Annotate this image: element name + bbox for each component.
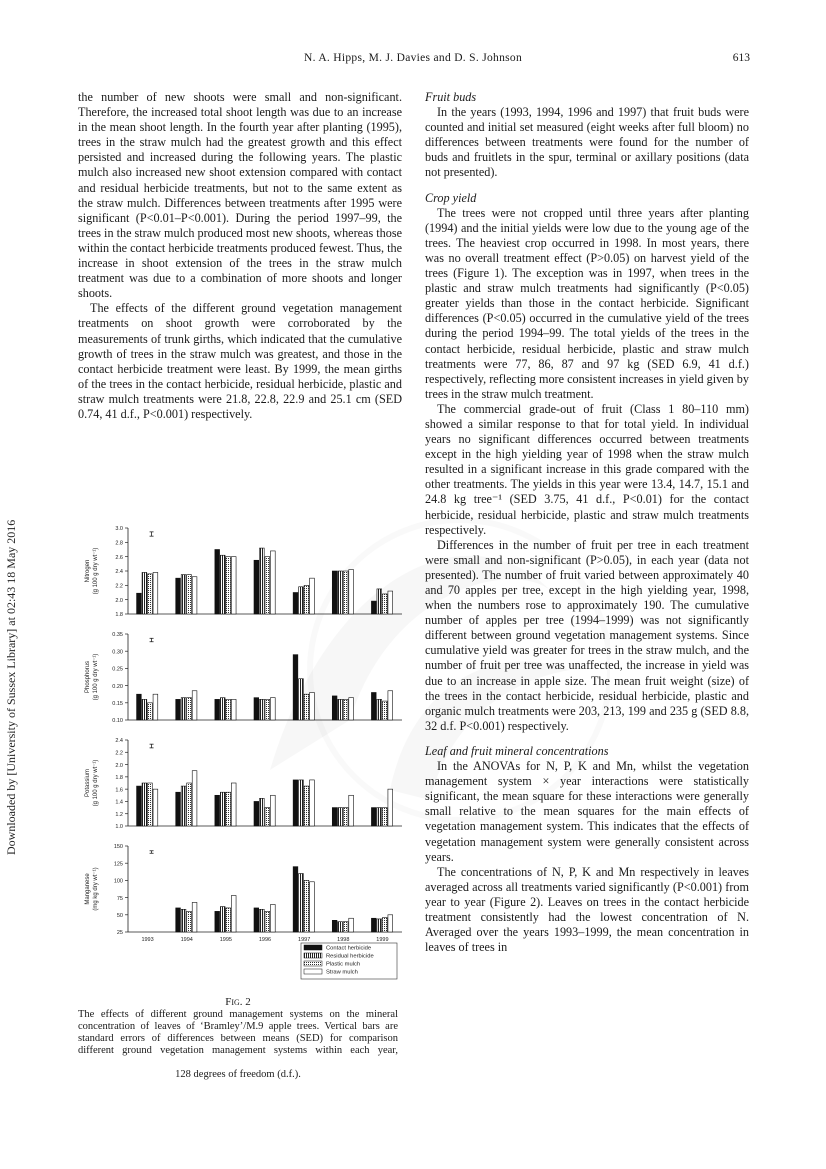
legend-swatch xyxy=(304,953,322,958)
caption-text: The effects of different ground management systems on the mineral concentration of leaves of ‘Bramley’/M.9 apple trees. Vertical bars are standard errors of differences between means (SED) for comparison different ground vegetation management systems within each year, xyxy=(78,1009,398,1056)
y-tick-label: 3.0 xyxy=(115,526,123,533)
y-tick-label: 100 xyxy=(113,878,123,885)
bar xyxy=(148,783,153,826)
bar xyxy=(142,783,147,826)
paragraph: The commercial grade-out of fruit (Class 1 80–110 mm) showed a similar response to that for total yield. In individual years no significant differences occurred between treatments except in the high yielding year of 1998 when the straw mulch resulted in a significant increase in this grade compared with the other treatments. The yields in this year were 13.4, 14.7, 15.1 and 24.8 kg tree⁻¹ (SED 3.75, 41 d.f., P<0.01) for the contact herbicide, residual herbicide, plastic and straw mulch treatments respectively. xyxy=(425,401,749,537)
bar xyxy=(187,911,192,932)
y-tick-label: 1.8 xyxy=(115,612,123,619)
bar xyxy=(137,694,142,720)
y-tick-label: 1.6 xyxy=(115,787,123,794)
bar xyxy=(304,786,309,826)
legend-label: Plastic mulch xyxy=(326,961,361,968)
legend-label: Residual herbicide xyxy=(326,953,374,960)
bar xyxy=(299,874,304,932)
bar xyxy=(220,792,225,826)
running-head xyxy=(0,52,826,68)
legend-label: Straw mulch xyxy=(326,969,358,976)
bar xyxy=(371,692,376,720)
paragraph: The trees were not cropped until three years after planting (1994) and the initial yields were low due to the young age of the trees. The heaviest crop occurred in 1998. In most years, there was no overall treatment effect (P>0.05) on harvest yield of the trees (Figure 1). The exception was in 1997, when trees in the plastic and straw mulch treatments had significantly (P<0.05) greater yields than those in the contact herbicide. Significant differences (P<0.05) occurred in the cumulative yield of the trees during the period 1994–99. The total yields of the trees in the contact herbicide, residual herbicide, plastic and straw mulch treatments were 77, 86, 87 and 97 kg (SED 6.9, 41 d.f.) respectively, reflecting more consistent increases in yield given by trees in the straw mulch treatment. xyxy=(425,205,749,401)
bar xyxy=(304,585,309,614)
bar xyxy=(332,920,337,932)
x-tick-label: 1997 xyxy=(298,937,311,943)
bar xyxy=(260,909,265,932)
bar xyxy=(343,922,348,932)
bar xyxy=(176,908,181,932)
y-tick-label: 2.0 xyxy=(115,597,123,604)
bar xyxy=(382,701,387,720)
bar xyxy=(371,601,376,614)
y-axis-unit: (mg kg dry wt⁻¹) xyxy=(93,867,99,911)
bar xyxy=(254,698,259,720)
bar xyxy=(231,557,236,614)
section-heading: Leaf and fruit mineral concentrations xyxy=(425,743,609,758)
y-tick-label: 2.2 xyxy=(115,750,123,757)
y-tick-label: 150 xyxy=(113,844,123,851)
bar xyxy=(271,904,276,932)
bar xyxy=(299,679,304,720)
bar xyxy=(349,698,354,720)
bar xyxy=(343,571,348,614)
bar xyxy=(382,808,387,826)
bar xyxy=(388,915,393,932)
y-tick-label: 25 xyxy=(116,930,123,937)
bar xyxy=(310,882,315,932)
bar xyxy=(388,691,393,720)
bar xyxy=(310,780,315,826)
bar xyxy=(181,909,186,932)
y-axis-unit: (g 100 g dry wt⁻¹) xyxy=(93,653,99,701)
y-tick-label: 2.2 xyxy=(115,583,123,590)
y-tick-label: 0.30 xyxy=(112,649,123,656)
bar xyxy=(215,699,220,720)
bar xyxy=(254,801,259,826)
bar xyxy=(226,557,231,614)
y-tick-label: 2.0 xyxy=(115,762,123,769)
bar xyxy=(332,696,337,720)
y-tick-label: 1.8 xyxy=(115,775,123,782)
y-tick-label: 0.35 xyxy=(112,632,123,639)
y-tick-label: 2.4 xyxy=(115,569,123,576)
bar xyxy=(187,698,192,720)
bar xyxy=(226,908,231,932)
bar xyxy=(265,557,270,614)
bar xyxy=(304,694,309,720)
caption-last-line: 128 degrees of freedom (d.f.). xyxy=(175,1069,301,1080)
y-tick-label: 125 xyxy=(113,861,123,868)
bar xyxy=(192,771,197,826)
bar xyxy=(299,780,304,826)
figure-caption xyxy=(78,996,398,1081)
bar xyxy=(388,591,393,614)
right-column xyxy=(425,90,749,955)
bar xyxy=(148,574,153,614)
bar xyxy=(371,918,376,932)
bar xyxy=(343,808,348,826)
bar xyxy=(271,698,276,720)
bar xyxy=(271,795,276,826)
bar xyxy=(343,699,348,720)
x-tick-label: 1999 xyxy=(376,937,389,943)
bar xyxy=(293,867,298,932)
bar xyxy=(293,780,298,826)
bar xyxy=(338,922,343,932)
bar xyxy=(176,578,181,614)
bar xyxy=(349,570,354,614)
bar xyxy=(293,655,298,720)
running-head-authors: N. A. Hipps, M. J. Davies and D. S. Johnson xyxy=(304,52,522,64)
y-tick-label: 1.2 xyxy=(115,811,123,818)
bar xyxy=(231,699,236,720)
bar xyxy=(153,789,158,826)
bar xyxy=(176,699,181,720)
bar xyxy=(220,555,225,614)
y-tick-label: 75 xyxy=(116,895,123,902)
bar xyxy=(377,919,382,932)
legend-label: Contact herbicide xyxy=(326,945,372,952)
bar xyxy=(153,694,158,720)
bar xyxy=(260,798,265,826)
bar xyxy=(382,594,387,614)
bar xyxy=(371,808,376,826)
bar xyxy=(299,587,304,614)
bar xyxy=(271,551,276,614)
x-tick-label: 1994 xyxy=(180,937,193,943)
bar xyxy=(137,786,142,826)
bar xyxy=(377,589,382,614)
x-tick-label: 1995 xyxy=(219,937,232,943)
bar xyxy=(231,783,236,826)
bar xyxy=(142,699,147,720)
bar xyxy=(153,572,158,614)
bar xyxy=(338,571,343,614)
paragraph: In the years (1993, 1994, 1996 and 1997) that fruit buds were counted and initial set measured (eight weeks after full bloom) no differences between treatments were found for the number of buds and fruitlets in the spur, terminal or axillary positions (data not presented). xyxy=(425,105,749,180)
bar xyxy=(377,808,382,826)
bar xyxy=(226,699,231,720)
y-tick-label: 0.15 xyxy=(112,701,123,707)
bar xyxy=(310,692,315,720)
bar xyxy=(226,792,231,826)
bar xyxy=(215,911,220,932)
x-tick-label: 1998 xyxy=(337,937,350,943)
y-tick-label: 1.4 xyxy=(115,799,123,806)
paragraph: the number of new shoots were small and non-significant. Therefore, the increased total shoot length was due to an increase in the mean shoot length. In the fourth year after planting (1995), trees in the straw mulch had the greatest growth and this effect persisted and increased during the following years. The plastic mulch also increased new shoot extension compared with contact and residual herbicide treatments, but not to the same extent as the straw mulch. Differences between treatments after 1995 were significant (P<0.01–P<0.001). During the period 1997–99, the trees in the straw mulch produced most new shoots, whereas those within the contact herbicide treatments produced fewest. Thus, the increase in shoot extension of the trees in the straw mulch treatment was due to a combination of more shoots and longer shoots. xyxy=(78,90,402,301)
bar xyxy=(187,783,192,826)
bar xyxy=(181,786,186,826)
bar xyxy=(304,880,309,932)
y-tick-label: 2.4 xyxy=(115,738,123,745)
bar xyxy=(215,795,220,826)
download-notice: Downloaded by [University of Sussex Library] at 02:43 18 May 2016 xyxy=(4,519,18,855)
y-axis-label: Phosphorus xyxy=(85,660,91,694)
y-tick-label: 50 xyxy=(116,913,123,919)
y-axis-label: Potassium xyxy=(85,768,91,798)
bar xyxy=(220,907,225,932)
bar xyxy=(349,918,354,932)
x-tick-label: 1993 xyxy=(141,937,154,943)
legend-swatch xyxy=(304,961,322,966)
bar xyxy=(181,698,186,720)
bar xyxy=(332,808,337,826)
bar xyxy=(192,902,197,932)
bar xyxy=(220,698,225,720)
bar xyxy=(260,548,265,614)
bar xyxy=(338,808,343,826)
y-axis-unit: (g 100 g dry wt⁻¹) xyxy=(93,547,99,595)
section-heading: Crop yield xyxy=(425,190,477,205)
bar xyxy=(215,550,220,615)
bar xyxy=(181,575,186,614)
bar xyxy=(377,699,382,720)
bar xyxy=(254,560,259,614)
bar xyxy=(293,593,298,615)
legend-swatch xyxy=(304,945,322,950)
mineral-concentration-chart xyxy=(76,522,406,992)
bar xyxy=(388,789,393,826)
y-tick-label: 2.6 xyxy=(115,554,123,561)
bar xyxy=(265,911,270,932)
y-tick-label: 0.25 xyxy=(112,666,123,673)
bar xyxy=(137,593,142,614)
paragraph: In the ANOVAs for N, P, K and Mn, whilst the vegetation management system × year interactions were statistically significant, the mean square for these interactions were generally small relative to the mean squares for the main effects of vegetation management system. This indicates that the effects of vegetation management system were generally consistent across years. xyxy=(425,759,749,864)
bar xyxy=(349,795,354,826)
y-tick-label: 2.8 xyxy=(115,540,123,547)
paragraph: The concentrations of N, P, K and Mn respectively in leaves averaged across all treatments varied significantly (P<0.001) from year to year (Figure 2). Leaves on trees in the contact herbicide treatment consistently had the lowest concentration of N. Averaged over the years 1993–1999, the mean concentration in leaves of trees in xyxy=(425,864,749,955)
x-tick-label: 1996 xyxy=(258,937,272,943)
page-number: 613 xyxy=(732,52,750,64)
bar xyxy=(192,577,197,614)
y-axis-label: Nitrogen xyxy=(85,559,91,583)
bar xyxy=(265,699,270,720)
y-axis-unit: (g 100 g dry wt⁻¹) xyxy=(93,759,99,807)
bar xyxy=(231,896,236,932)
bar xyxy=(338,699,343,720)
left-column xyxy=(78,90,402,422)
bar xyxy=(310,578,315,614)
bar xyxy=(265,808,270,826)
section-heading: Fruit buds xyxy=(425,90,477,104)
bar xyxy=(192,691,197,720)
y-axis-label: Manganese xyxy=(85,873,91,905)
bar xyxy=(176,792,181,826)
figure-label: Fig. 2 xyxy=(225,996,251,1008)
figure-2-chart xyxy=(76,522,406,976)
paragraph: Differences in the number of fruit per tree in each treatment were small and non-significant (P>0.05), in each year (data not presented). The number of fruit varied between approximately 40 and 70 apples per tree, except in the high yielding year, 1998, when the numbers rose to approximately 190. The cumulative number of apples per tree (1994–1999) was not significantly different between ground vegetation management systems. Since cumulative yield was greater for trees in the straw mulch, and the number of fruit per tree was unaffected, the increase in yield was due to an increase in apple size. The mean fruit weight (size) of the trees in the contact herbicide, residual herbicide, plastic and organic mulch treatments were 203, 213, 199 and 235 g (SED 8.8, 32 d.f. P<0.001) respectively. xyxy=(425,537,749,733)
bar xyxy=(142,572,147,614)
paragraph: The effects of the different ground vegetation management treatments on shoot growth were corroborated by the measurements of trunk girths, which indicated that the cumulative growth of trees in the straw mulch was greatest, and those in the contact herbicide treatment were least. By 1999, the mean girths of the trees in the contact herbicide, residual herbicide, plastic and straw mulch treatments were 21.8, 22.8, 22.9 and 25.1 cm (SED 0.74, 41 d.f., P<0.001) respectively. xyxy=(78,301,402,421)
y-tick-label: 1.0 xyxy=(115,824,123,831)
y-tick-label: 0.20 xyxy=(112,683,123,690)
legend-swatch xyxy=(304,969,322,974)
bar xyxy=(187,575,192,614)
bar xyxy=(148,703,153,720)
bar xyxy=(260,699,265,720)
bar xyxy=(332,571,337,614)
y-tick-label: 0.10 xyxy=(112,718,123,725)
bar xyxy=(382,918,387,932)
bar xyxy=(254,908,259,932)
